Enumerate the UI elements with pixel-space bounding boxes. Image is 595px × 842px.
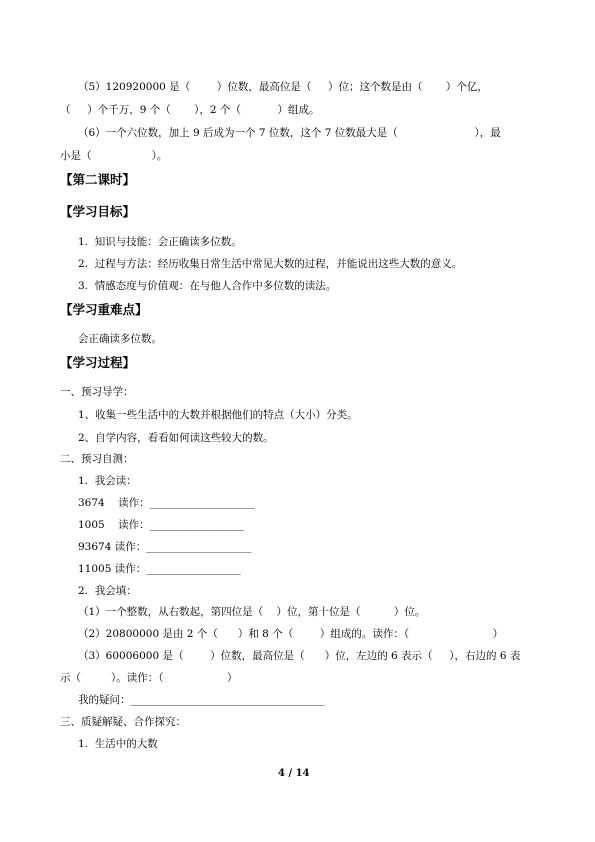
section-1-heading: 一、预习导学： <box>60 386 134 398</box>
goal-item-1: 1. 知识与技能：会正确读多位数。 <box>78 236 242 248</box>
fill-item-3: （3）60006000 是（ ）位数，最高位是（ ）位，左边的 6 表示（ ），右边的 6 表 <box>78 650 521 662</box>
fill-item-4: 示（ ）。读作：（ ） <box>60 672 238 684</box>
key-points-title: 【学习重难点】 <box>60 302 148 317</box>
section-1-item-1: 1、收集一些生活中的大数并根据他们的特点（大小）分类。 <box>78 409 358 421</box>
goal-item-3: 3. 情感态度与价值观：在与他人合作中多位数的读法。 <box>78 280 337 292</box>
section-3-item-1: 1. 生活中的大数 <box>78 738 158 750</box>
read-item-1: 3674 读作：____________________ <box>78 497 255 509</box>
read-title: 1. 我会读： <box>78 475 137 487</box>
read-item-3: 93674 读作：____________________ <box>78 541 252 553</box>
goal-item-2: 2. 过程与方法：经历收集日常生活中常见大数的过程，并能说出这些大数的意义。 <box>78 258 463 270</box>
read-item-2: 1005 读作：__________________ <box>78 519 245 531</box>
section-2-heading: 二、预习自测： <box>60 453 134 465</box>
question-6-line2: 小是（ ）。 <box>60 150 168 162</box>
read-item-4: 11005 读作：__________________ <box>78 563 241 575</box>
fill-item-1: （1）一个整数，从右数起，第四位是（ ）位，第十位是（ ）位。 <box>78 606 426 618</box>
process-title: 【学习过程】 <box>60 355 136 370</box>
goals-title: 【学习目标】 <box>60 204 136 219</box>
section-3-heading: 三、质疑解疑、合作探究： <box>60 716 186 728</box>
question-5-line2: （ ）个千万，9 个（ ），2 个（ ）组成。 <box>60 104 320 116</box>
fill-title: 2. 我会填： <box>78 585 137 597</box>
section-1-item-2: 2、自学内容，看看如何读这些较大的数。 <box>78 432 274 444</box>
question-6-line1: （6）一个六位数，加上 9 后成为一个 7 位数，这个 7 位数最大是（ ），最 <box>78 127 501 139</box>
lesson-title: 【第二课时】 <box>60 172 136 187</box>
fill-item-2: （2）20800000 是由 2 个（ ）和 8 个（ ）组成的。读作：（ ） <box>78 628 504 640</box>
page-number: 4 / 14 <box>278 768 310 779</box>
question-5-line1: （5）120920000 是（ ）位数，最高位是（ ）位；这个数是由（ ）个亿， <box>78 81 488 93</box>
my-question: 我的疑问：_____________________________________ <box>78 694 325 706</box>
key-points-text: 会正确读多位数。 <box>78 333 162 345</box>
